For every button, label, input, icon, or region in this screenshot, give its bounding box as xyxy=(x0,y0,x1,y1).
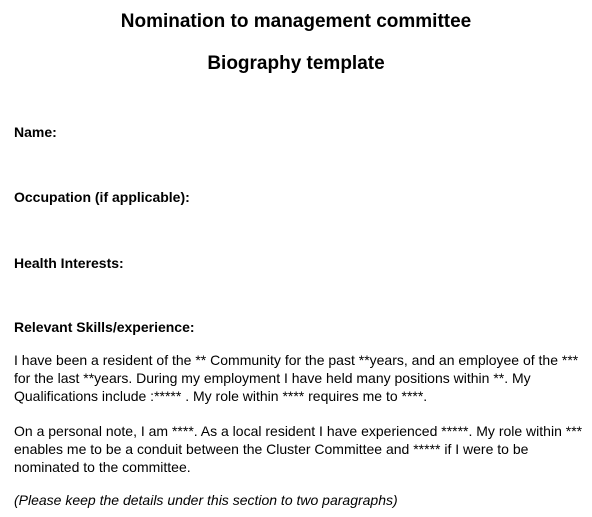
experience-paragraph-1: I have been a resident of the ** Community for the past **years, and an employee of the *** for the last **years. During my employment I have held many positions within **. My Qualifications include :***** . My role within **** requires me to ****. xyxy=(14,352,579,404)
document-subtitle: Biography template xyxy=(207,53,385,74)
name-label: Name: xyxy=(14,124,57,140)
instruction-note: (Please keep the details under this section to two paragraphs) xyxy=(14,492,398,508)
skills-experience-label: Relevant Skills/experience: xyxy=(14,319,195,335)
occupation-label: Occupation (if applicable): xyxy=(14,189,190,205)
health-interests-label: Health Interests: xyxy=(14,255,124,271)
document-title: Nomination to management committee xyxy=(120,11,472,32)
experience-paragraph-2: On a personal note, I am ****. As a local resident I have experienced *****. My role within *** enables me to be a conduit between the Cluster Committee and ***** if I were to be nominated to the committee. xyxy=(14,423,583,475)
